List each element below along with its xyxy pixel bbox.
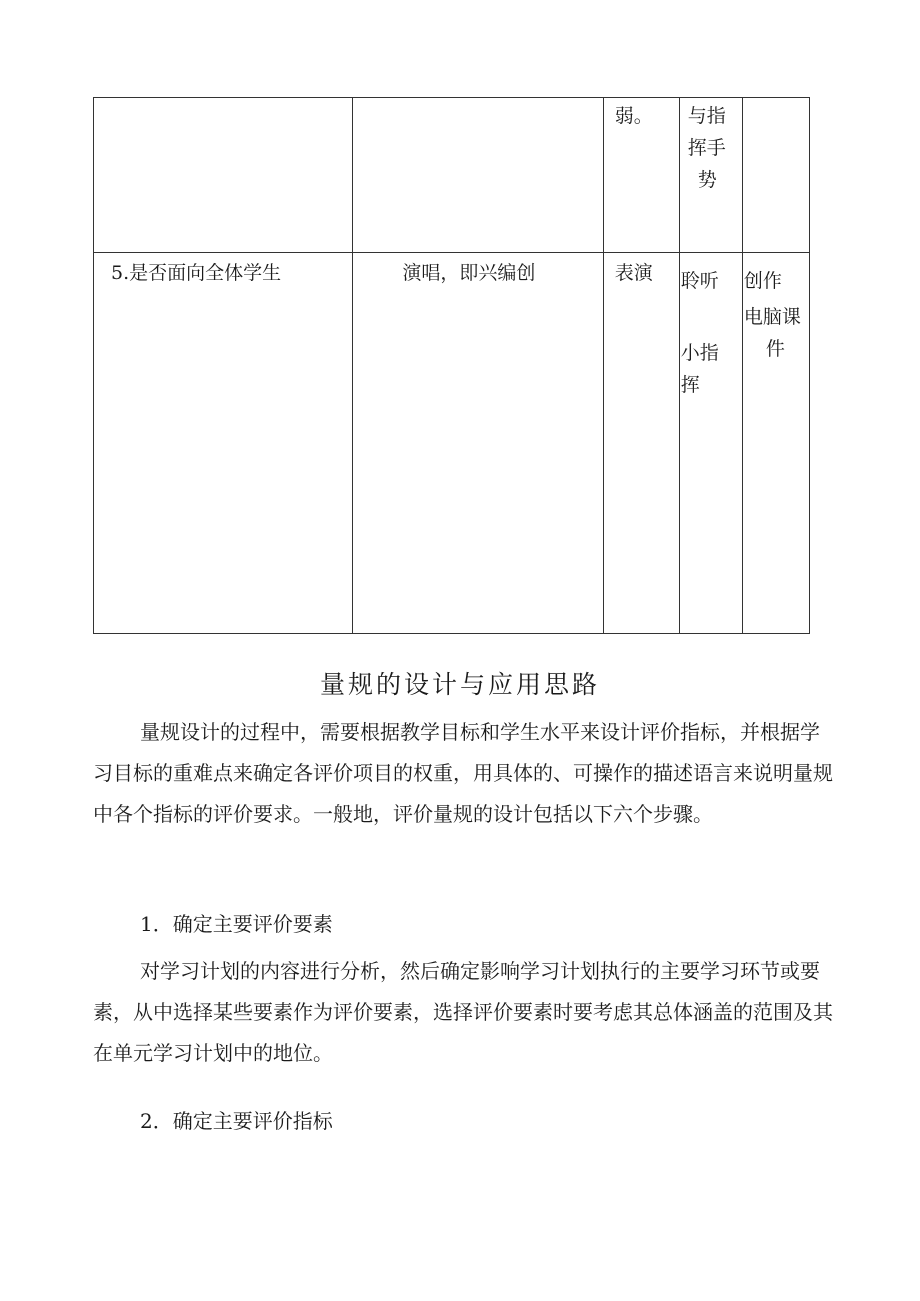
table-cell: [603, 98, 679, 253]
cell-text: 挥手: [687, 137, 726, 159]
cell-text: 弱。: [614, 105, 653, 127]
table-cell: [742, 98, 809, 253]
cell-text: 创作: [743, 270, 782, 292]
table-row: [94, 98, 810, 253]
table-cell: [94, 253, 353, 634]
cell-text: 件: [765, 338, 785, 360]
criterion-text: 5.是否面向全体学生: [111, 262, 282, 284]
cell-text: 表演: [614, 262, 653, 284]
cell-text: 挥: [680, 374, 700, 396]
cell-text: 与指: [687, 105, 726, 127]
table-cell: [679, 98, 742, 253]
paragraph-step-1: 对学习计划的内容进行分析，然后确定影响学习计划执行的主要学习环节或要素，从中选择某些要素作为评价要素，选择评价要素时要考虑其总体涵盖的范围及其在单元学习计划中的地位。: [93, 959, 833, 1065]
table-row: [94, 253, 810, 634]
step-2-heading: 2．确定主要评价指标: [140, 1109, 333, 1133]
paragraph-rubric-design: 量规设计的过程中，需要根据教学目标和学生水平来设计评价指标，并根据学习目标的重难点来确定各评价项目的权重，用具体的、可操作的描述语言来说明量规中各个指标的评价要求。一般地，评价量规的设计包括以下六个步骤。: [93, 720, 833, 826]
cell-text: 小指: [680, 342, 719, 364]
table-cell: [679, 253, 742, 634]
step-1-heading: 1．确定主要评价要素: [140, 912, 333, 936]
cell-text: 电脑课: [743, 306, 801, 328]
cell-text: 聆听: [680, 270, 719, 292]
activity-text: 演唱，即兴编创: [402, 262, 536, 284]
table-cell: [603, 253, 679, 634]
cell-text: 势: [697, 169, 717, 191]
table-cell: [742, 253, 809, 634]
table-cell: [353, 253, 603, 634]
table-cell: [94, 98, 353, 253]
table-cell: [353, 98, 603, 253]
section-title: 量规的设计与应用思路: [319, 670, 600, 699]
evaluation-table: [93, 97, 810, 634]
